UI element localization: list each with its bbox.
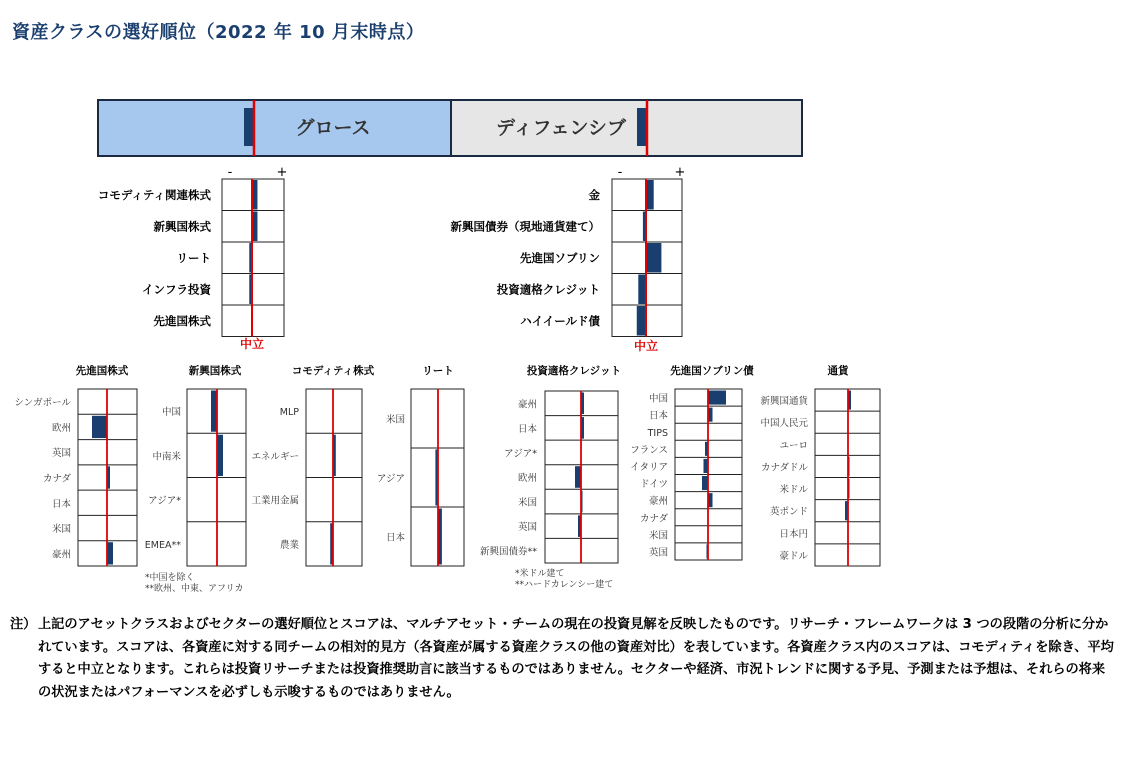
reit-row-label: 米国 xyxy=(385,414,405,426)
growth-row-label: 先進国株式 xyxy=(153,313,211,328)
dm-sovereign-row-label: 中国 xyxy=(648,393,668,405)
currency-row-label: 中国人民元 xyxy=(760,418,808,430)
defensive-bar xyxy=(637,306,646,336)
commodity-title: コモディティ株式 xyxy=(291,365,375,377)
dm-sovereign-bar xyxy=(708,391,726,405)
defensive-bar xyxy=(646,243,661,273)
growth-row-label: コモディティ関連株式 xyxy=(97,187,211,202)
reit-row-label: アジア xyxy=(376,473,405,485)
dm-equity-row-label: シンガポール xyxy=(14,397,71,409)
defensive-row-label: ハイイールド債 xyxy=(520,313,600,328)
currency-row-label: カナダドル xyxy=(760,462,808,474)
commodity-row-label: 工業用金属 xyxy=(251,495,299,507)
dm-sovereign-row-label: 豪州 xyxy=(648,496,668,508)
defensive-row-label: 投資適格クレジット xyxy=(496,282,600,297)
dm-sovereign-row-label: TIPS xyxy=(647,427,668,439)
ig-credit-row-label: 新興国債券** xyxy=(479,546,537,558)
dm-sovereign-row-label: 米国 xyxy=(648,530,668,542)
em-equity-row-label: アジア* xyxy=(148,495,181,507)
style-bar-1 xyxy=(637,108,647,146)
currency-row-label: 日本円 xyxy=(779,528,808,540)
dm-equity-row-label: 日本 xyxy=(51,498,71,510)
ig-credit-title: 投資適格クレジット xyxy=(526,365,622,377)
dm-equity-row-label: カナダ xyxy=(42,473,71,485)
ig-credit-row-label: 英国 xyxy=(517,522,537,534)
defensive-row-label: 新興国債券（現地通貨建て） xyxy=(450,219,600,234)
growth-neutral-label: 中立 xyxy=(239,337,265,351)
footnote-prefix: 注） xyxy=(10,617,37,632)
defensive-scale-minus: - xyxy=(617,165,623,180)
ig-credit-row-label: アジア* xyxy=(504,448,537,460)
dm-equity-row-label: 英国 xyxy=(51,448,71,460)
footnote-text: 上記のアセットクラスおよびセクターの選好順位とスコアは、マルチアセット・チームの現在の投資見解を反映したものです。リサーチ・フレームワークは 3 つの段階の分析に分かれています。スコアは、各資産に対する同チームの相対的見方（各資産が属する資産クラスの他の資産対比）を表しています。各資産クラス内のスコアは、コモディティを除き、平均すると中立となります。これらは投資リサーチまたは投資推奨助言に該当するものではありません。セクターや経済、市況トレンドに関する予見、予測または予想は、それらの将来の状況またはパフォーマンスを必ずしも示唆するものではありません。 xyxy=(38,617,1114,700)
em-equity-footnote: **欧州、中東、アフリカ xyxy=(145,584,244,594)
defensive-bar xyxy=(646,180,654,210)
style-label-1: ディフェンシブ xyxy=(495,117,627,139)
dm-equity-row-label: 米国 xyxy=(51,524,71,536)
ig-credit-row-label: 欧州 xyxy=(517,473,537,484)
ig-credit-row-label: 米国 xyxy=(517,497,537,509)
dm-equity-row-label: 欧州 xyxy=(51,422,71,434)
defensive-row-label: 先進国ソブリン xyxy=(519,250,600,265)
page-title: 資産クラスの選好順位（2022 年 10 月末時点） xyxy=(12,22,425,43)
growth-scale-minus: - xyxy=(227,165,233,180)
reit-title: リート xyxy=(422,365,454,377)
currency-row-label: ユーロ xyxy=(779,440,808,452)
dm-equity-title: 先進国株式 xyxy=(75,365,129,377)
dm-sovereign-row-label: 日本 xyxy=(648,410,668,422)
dm-equity-row-label: 豪州 xyxy=(51,549,71,561)
dm-sovereign-row-label: ドイツ xyxy=(639,479,668,491)
defensive-scale-plus: + xyxy=(674,165,686,180)
em-equity-footnote: *中国を除く xyxy=(145,573,195,583)
ig-credit-footnote: **ハードカレンシー建て xyxy=(515,580,614,590)
style-bar-0 xyxy=(244,108,254,146)
em-equity-row-label: 中南米 xyxy=(152,451,181,463)
dm-sovereign-row-label: フランス xyxy=(630,444,668,456)
style-panel-0 xyxy=(98,100,451,156)
currency-row-label: 米ドル xyxy=(779,484,808,496)
dm-equity-bar xyxy=(92,416,107,438)
dm-sovereign-row-label: 英国 xyxy=(648,547,668,559)
growth-row-label: インフラ投資 xyxy=(142,282,211,297)
style-label-0: グロース xyxy=(295,117,371,139)
commodity-row-label: MLP xyxy=(279,407,299,419)
currency-row-label: 新興国通貨 xyxy=(760,396,808,408)
currency-row-label: 豪ドル xyxy=(779,550,808,562)
growth-row-label: リート xyxy=(176,250,211,265)
dm-sovereign-title: 先進国ソブリン債 xyxy=(670,365,754,377)
em-equity-row-label: 中国 xyxy=(161,407,181,419)
defensive-neutral-label: 中立 xyxy=(633,339,659,353)
em-equity-row-label: EMEA** xyxy=(144,539,181,551)
currency-row-label: 英ポンド xyxy=(769,506,808,518)
ig-credit-row-label: 豪州 xyxy=(517,399,537,411)
growth-scale-plus: + xyxy=(276,165,288,180)
defensive-row-label: 金 xyxy=(588,187,600,202)
em-equity-title: 新興国株式 xyxy=(188,365,242,377)
currency-title: 通貨 xyxy=(827,365,849,377)
footnote xyxy=(10,614,1115,704)
ig-credit-row-label: 日本 xyxy=(517,423,537,435)
dm-sovereign-row-label: カナダ xyxy=(639,513,668,525)
reit-row-label: 日本 xyxy=(385,532,405,544)
ig-credit-footnote: *米ドル建て xyxy=(515,569,565,579)
defensive-bar xyxy=(638,275,646,305)
dm-sovereign-row-label: イタリア xyxy=(629,461,668,473)
commodity-row-label: 農業 xyxy=(279,539,299,551)
growth-row-label: 新興国株式 xyxy=(153,219,211,234)
commodity-row-label: エネルギー xyxy=(251,451,299,463)
